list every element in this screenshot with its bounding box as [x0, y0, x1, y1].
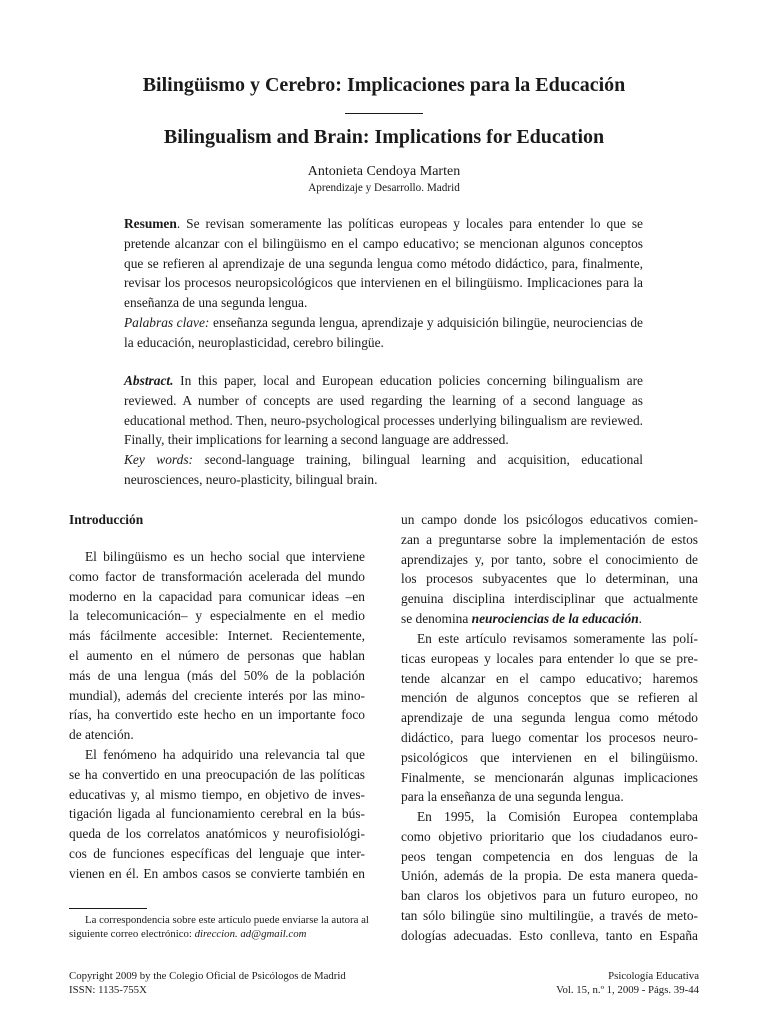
text-line: más fácilmente accesible: Internet. Recientemente, [69, 628, 365, 644]
text-line: psicológicos que intervienen en el bilingüismo. [401, 749, 698, 765]
text-line: como factor de transformación acelerada del mundo [69, 568, 365, 584]
text-line: En 1995, la Comisión Europea contemplaba [417, 809, 698, 824]
text-line: mención de algunos conceptos que se refieren al [401, 690, 698, 706]
text-line: queda de los correlatos anatómicos y neurofisiológi- [69, 826, 365, 842]
text-line: Finalmente, se mencionarán algunas implicaciones [401, 769, 698, 785]
abstract-text: In this paper, local and European education policies concerning bilingualism are reviewed. A number of concepts are used regarding the learning of a second language as educational method. Then, neuro-psychological processes underlying bilingualism are reviewed. Finally, their implications for learning a second language are addressed. [124, 373, 643, 448]
text-line: tigación ligada al funcionamiento cerebral en la bús- [69, 806, 365, 822]
footnote-email: direccion. ad@gmail.com [194, 928, 307, 940]
resumen-keywords-label: Palabras clave: [124, 314, 210, 330]
title-spanish: Bilingüismo y Cerebro: Implicaciones para la Educación [142, 74, 626, 96]
text-line: peos tengan competencia en dos lenguas de la [401, 848, 698, 864]
title-english: Bilingualism and Brain: Implications for Education [163, 126, 605, 148]
text-line: cos de funciones específicas del lenguaje que inter- [69, 845, 365, 861]
text-line: tende alcanzar en el campo educativo; haremos [401, 670, 698, 686]
abstract-label: Abstract. [124, 373, 174, 388]
abstract-block [124, 371, 643, 490]
text-line: En este artículo revisamos someramente las polí- [417, 631, 698, 646]
left-paragraph-1 [69, 547, 365, 745]
right-paragraph-2 [401, 629, 698, 807]
text-line: moderno en la capacidad para comunicar ideas –en [69, 588, 365, 604]
resumen-keywords-text: enseñanza segunda lengua, aprendizaje y adquisición bilingüe, neurociencias de la educación, neuroplasticidad, cerebro bilingüe. [124, 314, 643, 350]
text-segment: se denomina [401, 610, 472, 626]
text-line: Unión, además de la propia. De esta manera queda- [401, 868, 698, 884]
text-line: ban claros los objetivos para un futuro europeo, no [401, 888, 698, 904]
abstract-keywords-text: econd-language training, bilingual learning and acquisition, educational neurosciences, neuro-plasticity, bilingual brain. [124, 452, 643, 487]
title-divider [345, 113, 423, 114]
text-line: la telecomunicación– y especialmente en el medio [69, 608, 365, 624]
text-line: se ha convertido en una preocupación de las políticas [69, 766, 365, 782]
text-line: de atención. [69, 727, 134, 743]
text-line: El bilingüismo es un hecho social que interviene [85, 549, 365, 564]
text-line: el aumento en el número de personas que hablan [69, 647, 365, 663]
text-line: ticas europeas y locales para entender lo que se pre- [401, 650, 698, 666]
text-segment: . [638, 610, 643, 626]
footnote-line [69, 927, 365, 941]
resumen-block [124, 214, 643, 353]
text-line: un campo donde los psicólogos educativos comien- [401, 512, 698, 527]
footer-volume: Vol. 15, n.º 1, 2009 - Págs. 39-44 [556, 984, 699, 996]
abstract-paragraph [124, 373, 643, 447]
footnote-text: siguiente correo electrónico: [69, 928, 195, 940]
text-line [401, 609, 698, 629]
text-line: los procesos subyacentes que lo determinan, una [401, 571, 698, 587]
abstract-keywords-label: Key words: s [124, 452, 210, 468]
text-line: dologías adecuadas. Esto conlleva, tanto en España [401, 927, 698, 943]
author-affiliation: Aprendizaje y Desarrollo. Madrid [308, 182, 460, 194]
abstract-keywords [124, 452, 643, 487]
footnote [69, 913, 369, 941]
emphasis-neurociencias: neurociencias de la educación [471, 610, 639, 626]
footer-journal: Psicología Educativa [608, 970, 699, 982]
footnote-rule [69, 908, 147, 909]
left-paragraph-2 [69, 745, 365, 884]
text-line: educativas y, al mismo tiempo, en objetivo de inves- [69, 786, 365, 802]
text-line: tan sólo bilingüe sino multilingüe, a través de meto- [401, 907, 698, 923]
text-line: rías, ha convertido este hecho en un importante foco [69, 707, 365, 723]
footer-issn: ISSN: 1135-755X [69, 984, 147, 996]
text-line: más de una lengua (más del 50% de la población [69, 667, 365, 683]
footnote-line: La correspondencia sobre este artículo puede enviarse la autora al [85, 914, 369, 926]
resumen-paragraph [124, 216, 643, 310]
footer-copyright: Copyright 2009 by the Colegio Oficial de Psicólogos de Madrid [69, 970, 346, 982]
section-heading-introduccion: Introducción [69, 512, 144, 527]
text-line: vienen en él. En ambos casos se convierte también en [69, 865, 365, 881]
text-line: aprendizaje de una segunda lengua como método [401, 710, 698, 726]
text-line: genuina disciplina interdisciplinar que actualmente [401, 591, 698, 607]
text-line: como objetivo prioritario que los ciudadanos euro- [401, 828, 698, 844]
resumen-label: Resumen [124, 216, 177, 231]
text-line: zan a preguntarse sobre la implementación de estos [401, 531, 698, 547]
text-line: didáctico, para luego comentar los procesos neuro- [401, 729, 698, 745]
text-line: aprendizajes y, por tanto, sobre el conocimiento de [401, 551, 698, 567]
text-line: El fenómeno ha adquirido una relevancia tal que [85, 747, 365, 762]
resumen-text: . Se revisan someramente las políticas europeas y locales para entender lo que se pretende alcanzar con el bilingüismo en el campo educativo; se mencionan algunos conceptos que se refieren al aprendizaje de una segunda lengua como método didáctico, para, finalmente, revisar los procesos neuropsicológicos que intervienen en el bilingüismo. Implicaciones para la enseñanza de una segunda lengua. [124, 216, 643, 311]
right-paragraph-1 [401, 510, 698, 629]
text-line: para la enseñanza de una segunda lengua. [401, 789, 624, 805]
right-paragraph-3 [401, 807, 698, 946]
text-line: mundial), además del creciente interés por las mino- [69, 687, 365, 703]
author-name: Antonieta Cendoya Marten [307, 164, 461, 179]
resumen-keywords [124, 315, 643, 350]
